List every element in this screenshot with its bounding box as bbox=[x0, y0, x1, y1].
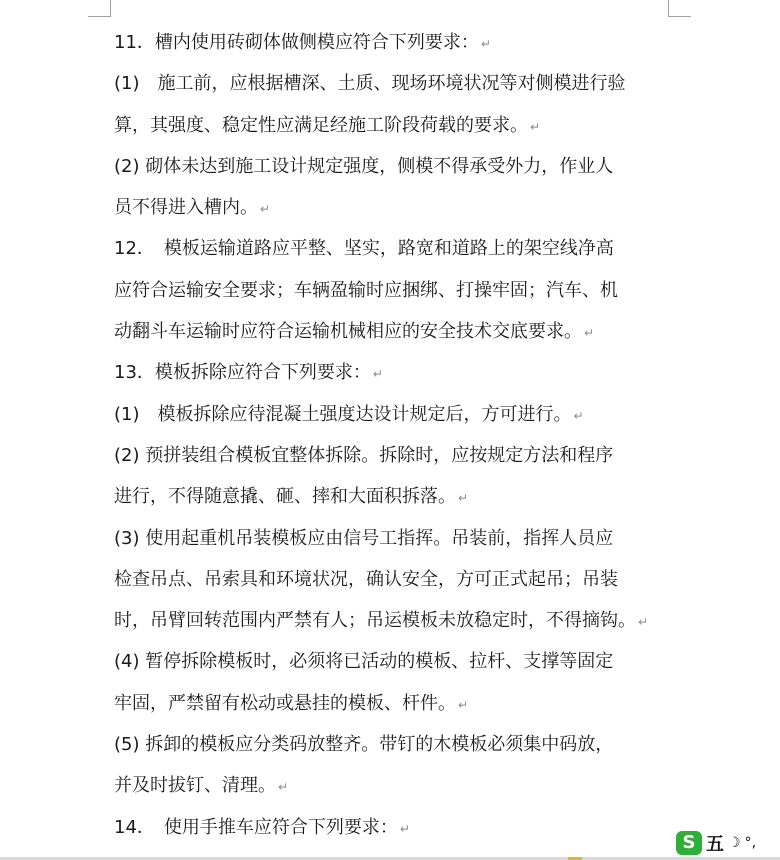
document-line bbox=[114, 394, 674, 435]
paragraph-mark-icon: ↵ bbox=[573, 408, 584, 423]
line-text: (3) 使用起重机吊装模板应由信号工指挥。吊装前，指挥人员应 bbox=[114, 527, 614, 549]
line-text: 13．模板拆除应符合下列要求： bbox=[114, 362, 371, 384]
line-text: (1) 模板拆除应待混凝土强度达设计规定后，方可进行。 bbox=[114, 403, 572, 425]
line-text: 12． 模板运输道路应平整、坚实，路宽和道路上的架空线净高 bbox=[114, 238, 614, 260]
line-text: (2) 预拼装组合模板宜整体拆除。拆除时，应按规定方法和程序 bbox=[114, 444, 614, 466]
paragraph-mark-icon: ↵ bbox=[458, 697, 469, 712]
line-text: (1) 施工前，应根据槽深、土质、现场环境状况等对侧模进行验 bbox=[114, 73, 626, 95]
line-text: (2) 砌体未达到施工设计规定强度，侧模不得承受外力，作业人 bbox=[114, 155, 614, 177]
document-line bbox=[114, 807, 674, 848]
line-text: 进行，不得随意撬、砸、摔和大面积拆落。 bbox=[114, 486, 456, 508]
ime-toolbar[interactable] bbox=[676, 828, 780, 858]
line-text: 时，吊臂回转范围内严禁有人；吊运模板未放稳定时，不得摘钩。 bbox=[114, 610, 636, 632]
line-text: 员不得进入槽内。 bbox=[114, 197, 258, 219]
moon-icon[interactable]: ☽ bbox=[728, 835, 741, 851]
document-line bbox=[114, 63, 674, 104]
paragraph-mark-icon: ↵ bbox=[638, 615, 649, 630]
input-mode-toggle[interactable]: 五 bbox=[706, 834, 724, 855]
paragraph-mark-icon: ↵ bbox=[372, 367, 383, 382]
paragraph-mark-icon: ↵ bbox=[480, 37, 491, 51]
line-text: 应符合运输安全要求；车辆盈输时应捆绑、打操牢固；汽车、机 bbox=[114, 279, 618, 301]
line-text: (4) 暂停拆除模板时，必须将已活动的模板、拉杆、支撑等固定 bbox=[114, 651, 614, 673]
paragraph-mark-icon: ↵ bbox=[584, 326, 595, 341]
document-line bbox=[114, 105, 674, 146]
line-text: 11．槽内使用砖砌体做侧模应符合下列要求： bbox=[114, 32, 479, 53]
paragraph-mark-icon: ↵ bbox=[530, 119, 541, 134]
line-text: (5) 拆卸的模板应分类码放整齐。带钉的木模板必须集中码放， bbox=[114, 734, 614, 756]
punctuation-toggle[interactable]: °, bbox=[744, 835, 757, 851]
document-line bbox=[114, 22, 674, 63]
document-body[interactable] bbox=[114, 22, 674, 848]
document-line bbox=[114, 600, 674, 641]
line-text: 14． 使用手推车应符合下列要求： bbox=[114, 816, 398, 838]
document-line bbox=[114, 146, 674, 187]
document-line bbox=[114, 476, 674, 517]
document-line bbox=[114, 187, 674, 228]
paragraph-mark-icon: ↵ bbox=[399, 821, 410, 836]
document-line bbox=[114, 270, 674, 311]
paragraph-mark-icon: ↵ bbox=[458, 491, 469, 506]
document-line bbox=[114, 352, 674, 393]
line-text: 并及时拔钉、清理。 bbox=[114, 775, 276, 797]
line-text: 检查吊点、吊索具和环境状况，确认安全，方可正式起吊；吊装 bbox=[114, 568, 618, 590]
document-line bbox=[114, 683, 674, 724]
paragraph-mark-icon: ↵ bbox=[260, 202, 271, 217]
document-line bbox=[114, 559, 674, 600]
document-line bbox=[114, 518, 674, 559]
line-text: 牢固，严禁留有松动或悬挂的模板、杆件。 bbox=[114, 692, 456, 714]
document-line bbox=[114, 724, 674, 765]
paragraph-mark-icon: ↵ bbox=[278, 780, 289, 795]
document-line bbox=[114, 311, 674, 352]
document-line bbox=[114, 228, 674, 269]
line-text: 动翻斗车运输时应符合运输机械相应的安全技术交底要求。 bbox=[114, 321, 582, 343]
line-text: 算，其强度、稳定性应满足经施工阶段荷载的要求。 bbox=[114, 114, 528, 136]
sogou-logo-icon[interactable]: S bbox=[676, 831, 702, 855]
document-line bbox=[114, 435, 674, 476]
crop-mark-top-right bbox=[668, 0, 691, 17]
document-line bbox=[114, 641, 674, 682]
crop-mark-top-left bbox=[88, 0, 111, 17]
document-line bbox=[114, 765, 674, 806]
